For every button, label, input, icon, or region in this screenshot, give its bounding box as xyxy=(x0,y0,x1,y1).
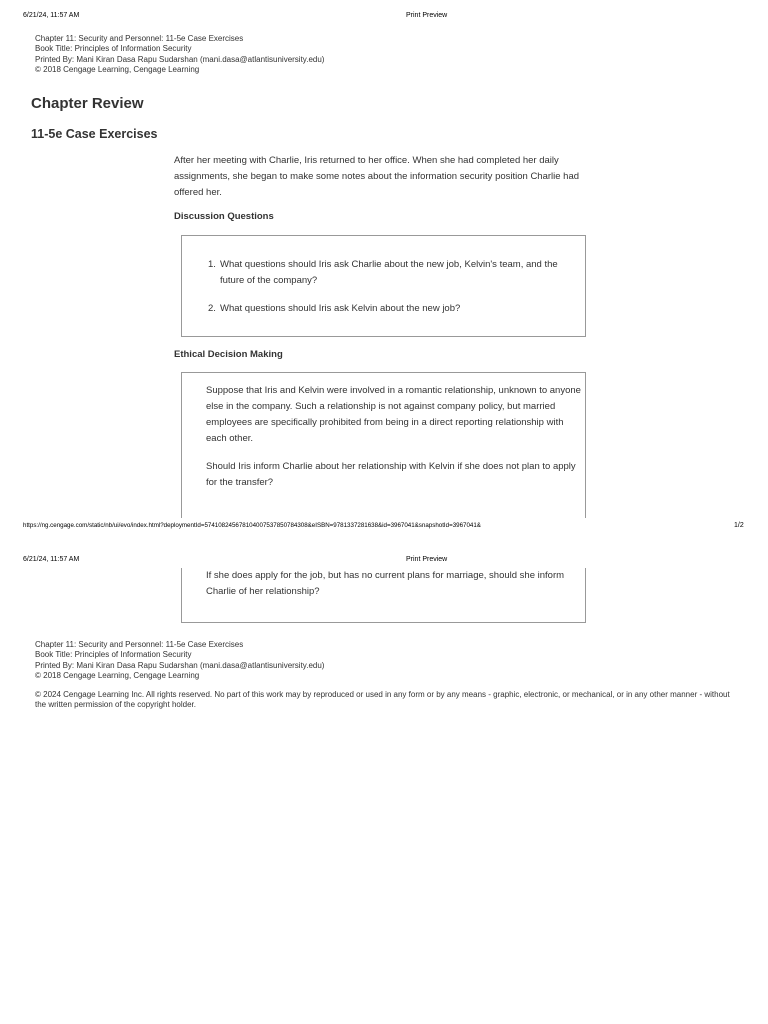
meta-publisher: © 2018 Cengage Learning, Cengage Learning xyxy=(35,670,200,680)
question-number: 1. xyxy=(208,259,216,270)
list-item xyxy=(208,301,573,317)
print-timestamp: 6/21/24, 11:57 AM xyxy=(23,12,80,19)
ethical-decision-heading: Ethical Decision Making xyxy=(174,349,283,360)
ethics-question: Should Iris inform Charlie about her relationship with Kelvin if she does not plan to apply for the transfer? xyxy=(206,461,576,488)
question-text: What questions should Iris ask Kelvin about the new job? xyxy=(220,303,461,314)
ethical-decision-box-continued xyxy=(181,568,586,623)
question-number: 2. xyxy=(208,303,216,314)
copyright-notice: © 2024 Cengage Learning Inc. All rights reserved. No part of this work may by reproduced or used in any form or by any means - graphic, electronic, or mechanical, or in any other manner - without the written permission of the copyright holder. xyxy=(35,690,730,709)
discussion-questions-heading: Discussion Questions xyxy=(174,211,274,222)
meta-printed-by: Printed By: Mani Kiran Dasa Rapu Sudarshan (mani.dasa@atlantisuniversity.edu) xyxy=(35,660,325,670)
meta-printed-by: Printed By: Mani Kiran Dasa Rapu Sudarshan (mani.dasa@atlantisuniversity.edu) xyxy=(35,54,325,64)
print-preview-title: Print Preview xyxy=(406,556,448,563)
meta-book-title: Book Title: Principles of Information Security xyxy=(35,650,192,660)
page-title: Chapter Review xyxy=(31,95,144,112)
meta-chapter: Chapter 11: Security and Personnel: 11-5e Case Exercises xyxy=(35,640,244,649)
list-item xyxy=(208,257,573,289)
question-list xyxy=(208,257,573,329)
discussion-questions-box xyxy=(181,235,586,337)
print-timestamp: 6/21/24, 11:57 AM xyxy=(23,556,80,563)
meta-publisher: © 2018 Cengage Learning, Cengage Learning xyxy=(35,64,200,74)
document-meta xyxy=(35,640,324,681)
question-text: What questions should Iris ask Charlie about the new job, Kelvin's team, and the future of the company? xyxy=(220,259,558,286)
section-title: 11-5e Case Exercises xyxy=(31,127,158,141)
document-meta xyxy=(35,34,324,75)
footer-url[interactable]: https://ng.cengage.com/static/nb/ui/evo/index.html?deploymentId=574108245678104007537850784308&eISBN=9781337281638&id=3967041&snapshotId=3967041& xyxy=(23,522,481,529)
meta-book-title: Book Title: Principles of Information Security xyxy=(35,44,192,54)
intro-paragraph: After her meeting with Charlie, Iris returned to her office. When she had completed her daily assignments, she began to make some notes about the information security position Charlie had offered her. xyxy=(174,155,580,198)
print-preview-title: Print Preview xyxy=(406,12,448,19)
ethical-decision-box xyxy=(181,372,586,518)
ethics-paragraph: Suppose that Iris and Kelvin were involved in a romantic relationship, unknown to anyone else in the company. Such a relationship is not against company policy, but married employees are specifically prohibited from being in a direct reporting relationship with each other. xyxy=(206,385,581,444)
footer-page-number: 1/2 xyxy=(734,522,744,529)
ethics-question: If she does apply for the job, but has no current plans for marriage, should she inform Charlie of her relationship? xyxy=(206,570,565,597)
meta-chapter: Chapter 11: Security and Personnel: 11-5e Case Exercises xyxy=(35,34,244,43)
